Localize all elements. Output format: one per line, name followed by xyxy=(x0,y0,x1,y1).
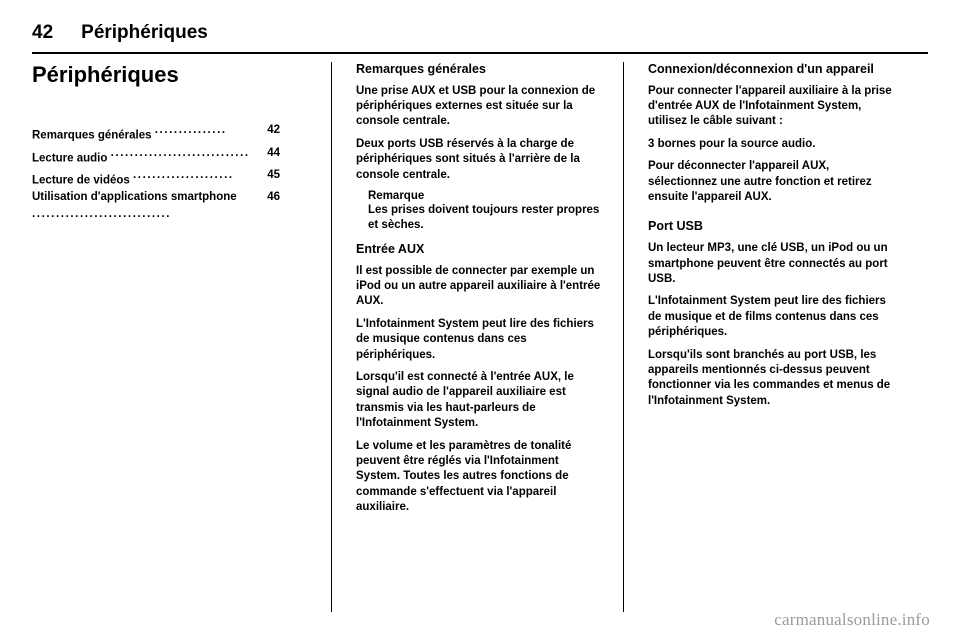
watermark: carmanualsonline.info xyxy=(774,610,930,629)
chapter-title: Périphériques xyxy=(81,22,208,43)
section-heading-aux: Entrée AUX xyxy=(356,241,425,256)
note-box xyxy=(356,190,604,234)
paragraph: Pour déconnecter l'appareil AUX, sélectionnez une autre fonction et retirez ensuite l'appareil AUX. xyxy=(648,160,872,204)
toc-entry xyxy=(32,145,280,167)
paragraph: Pour connecter l'appareil auxiliaire à la prise d'entrée AUX de l'Infotainment System, utilisez le câble suivant : xyxy=(648,84,892,128)
paragraph: Le volume et les paramètres de tonalité peuvent être réglés via l'Infotainment System. Toutes les autres fonctions de commande s'effectuent via l'appareil auxiliaire. xyxy=(356,439,572,514)
toc-page: 46 xyxy=(267,191,280,204)
note-text: Les prises doivent toujours rester propres et sèches. xyxy=(368,204,600,232)
toc-label: Lecture de vidéos xyxy=(32,174,130,187)
toc-entry xyxy=(32,189,280,228)
note-title: Remarque xyxy=(368,190,425,203)
column-3 xyxy=(648,62,896,416)
paragraph: Il est possible de connecter par exemple un iPod ou un autre appareil auxiliaire à l'entrée AUX. xyxy=(356,264,601,308)
toc-page: 42 xyxy=(267,124,280,137)
toc-label: Lecture audio xyxy=(32,152,108,165)
paragraph: 3 bornes pour la source audio. xyxy=(648,137,816,150)
toc-label: Remarques générales xyxy=(32,130,152,143)
paragraph: Une prise AUX et USB pour la connexion de périphériques externes est située sur la console centrale. xyxy=(356,84,596,128)
paragraph: L'Infotainment System peut lire des fichiers de musique et de films contenus dans ces périphériques. xyxy=(648,295,886,339)
page-title: Périphériques xyxy=(32,62,179,87)
column-divider-1 xyxy=(331,62,332,612)
page-number: 42 xyxy=(32,22,54,43)
toc-label: Utilisation d'applications smartphone xyxy=(32,191,237,204)
column-2 xyxy=(356,62,604,523)
section-heading-general: Remarques générales xyxy=(356,62,486,76)
toc-page: 45 xyxy=(267,169,280,182)
toc-entry xyxy=(32,122,280,144)
toc-leader: ............... xyxy=(154,124,227,137)
table-of-contents xyxy=(32,122,280,228)
section-heading-usb: Port USB xyxy=(648,219,703,234)
paragraph: Lorsqu'il est connecté à l'entrée AUX, le signal audio de l'appareil auxiliaire est transmis via les haut-parleurs de l'Infotainment System. xyxy=(356,370,574,430)
column-divider-2 xyxy=(623,62,624,612)
paragraph: Lorsqu'ils sont branchés au port USB, les appareils mentionnés ci-dessus peuvent fonctionner via les commandes et menus de l'Infotainment System. xyxy=(648,348,891,407)
toc-leader: ..................... xyxy=(133,169,234,182)
toc-page: 44 xyxy=(267,146,280,159)
page-header xyxy=(32,22,928,52)
toc-leader: ............................. xyxy=(110,146,250,159)
paragraph: L'Infotainment System peut lire des fichiers de musique contenus dans ces périphériques. xyxy=(356,317,594,361)
column-1 xyxy=(32,62,280,228)
header-divider xyxy=(32,52,928,54)
paragraph: Deux ports USB réservés à la charge de périphériques sont situés à l'arrière de la console centrale. xyxy=(356,137,580,181)
paragraph: Un lecteur MP3, une clé USB, un iPod ou un smartphone peuvent être connectés au port USB. xyxy=(648,242,888,285)
toc-entry xyxy=(32,167,280,189)
section-heading-connect: Connexion/déconnexion d'un appareil xyxy=(648,62,874,76)
toc-leader: ............................. xyxy=(32,208,172,221)
